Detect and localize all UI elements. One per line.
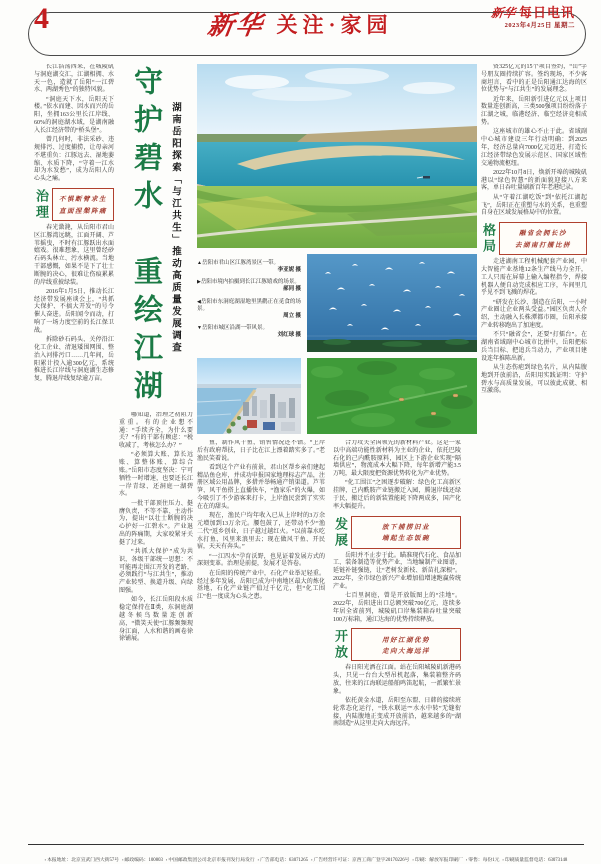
main-headline: 守护碧水 重绘江湖 <box>130 66 162 408</box>
body-paragraph: 在岳阳的传统产业中，石化产业举足轻重。经过多年发展，岳阳已成为中南地区最大的炼化基地，石化产业链产值过千亿元，但“化工围江”也一度成为心头之患。 <box>197 570 325 601</box>
body-paragraph: “一江四水”孕育沃野，也见证着发展方式的深刻变革。治理是前提，发展才是答卷。 <box>197 553 325 568</box>
body-paragraph: 春光潋滟，从岳阳市君山区江豚湾远眺，江面开阔、芦苇摇曳，不时有江豚跃出水面嬉戏。很难想象，这里曾经砂石码头林立、污水横流。当地干部感慨，如果不是下了壮士断腕的决心，很难让伤痕累累的岸线重披绿装。 <box>34 224 114 286</box>
footer-item: ▪ 中国邮政集团公司北京市报刊发行局发行 <box>166 858 255 863</box>
body-paragraph: 鱼，制作风干鱼，销售情况还不错。“上岸后有政府帮扶，日子比在江上漂着踏实多了。”老渔民笑着说。 <box>197 440 325 462</box>
river-bend-illustration <box>197 64 477 248</box>
section-label: 格局 <box>481 223 496 256</box>
section-label: 发展 <box>333 516 348 549</box>
body-paragraph: 长江浩荡西来，在城陵矶与洞庭湖交汇，江湖相拥、水天一色，造就了岳阳“一江碧水、两湖秀色”的独特风貌。 <box>34 64 114 94</box>
section-label: 开放 <box>333 629 348 662</box>
body-paragraph: 合力攻关全国领先的新材料产业。这是一家以中高端功能性新材料为主业的企业，依托巴陵石化的己内酰胺原料，园区上下游企业实现“隔墙供应”，物流成本大幅下降，每年新增产能3.5万吨，最大限度把资源优势转化为产业优势。 <box>333 440 461 478</box>
footer-info-line <box>28 848 584 864</box>
pull-quote-box: 放下捕捞旧业 端起生态饭碗 <box>351 516 461 549</box>
body-paragraph: 岳阳并不止步于此。瞄准现代石化、食品加工、装备制造等优势产业，当地编制产业图谱，延链补链强链，让“老树发新枝、新苗扎深根”。2022年，全市绿色新兴产业增加值增速跑赢传统产业。 <box>333 552 461 590</box>
body-paragraph: “研发在长沙、制造在岳阳，一小时产业圈让企业两头受益。”园区负责人介绍，主动融入长株潭都市圈，岳阳承接产业转移跑出了加速度。 <box>481 299 587 330</box>
pull-quote-box: 融省会拥长沙 去湖南打擂比拼 <box>499 222 587 255</box>
wetland-photo <box>307 358 477 434</box>
footer-item: ▪ 广告经营许可证：京西工商广登字20170226号 <box>311 858 409 863</box>
section-marker-governance <box>34 188 114 221</box>
body-paragraph: “洞庭天下水，岳阳天下楼。”依水而建、因水而兴的岳阳，坐拥163公里长江岸线、60%的洞庭湖水域，是湖南融入长江经济带的“桥头堡”。 <box>34 96 114 134</box>
body-paragraph: 哪知道，治理之初阻力重重。有的企业想不通：“手续齐全，为什么要关？”有的干部有顾虑：“税收减了，考核怎么办？” <box>119 412 193 450</box>
body-paragraph: 春日阳光洒在江面。站在岳阳城陵矶新港码头，只见一台台大型吊机起落，集装箱整齐码放，往来的江海联运船舶鸣笛起航，一派繁忙景象。 <box>333 665 461 695</box>
page-number: 4 <box>34 2 49 35</box>
body-paragraph: 这座城市的雄心不止于此。省域副中心城市建设三年行动明确：到2025年，经济总量向7000亿元迈进，打造长江经济带绿色发展示范区、国家区域性交通物流枢纽。 <box>481 129 587 167</box>
photo-caption: ▼岳阳市城区沿湖一带风景。 刘红球 摄 <box>197 325 301 338</box>
photo-credit: 刘红球 摄 <box>277 332 301 338</box>
footer-item: ▪ 本报地址：北京宣武门西大街57号 <box>45 858 119 863</box>
pull-quote-box: 用好江湖优势 走向大海远洋 <box>351 628 461 661</box>
masthead-right <box>491 4 575 30</box>
body-paragraph: 如今，长江岳阳段水质稳定保持在Ⅱ类，东洞庭湖越冬候鸟数量连创新高，“微笑天使”江豚频频现身江面，人水和谐的画卷徐徐铺展。 <box>119 597 193 643</box>
city-shoreline-photo <box>197 358 301 434</box>
footer-item: ▪ 印刷：解放军报印刷厂 <box>412 858 462 863</box>
body-paragraph: “化工围江”之困逐步破解：绿色化工高新区挂牌，己内酰胺产业链搬迁入园，腾退岸线还绿于民，搬迁后的新装置能耗下降两成多，国产化率大幅提升。 <box>333 480 461 510</box>
left-arrow-icon: ◀ <box>197 299 201 305</box>
section-label: 治理 <box>34 188 49 221</box>
section-title: 关注·家园 <box>276 12 393 37</box>
section-marker-opening <box>333 628 461 661</box>
sub-headline: 湖南岳阳探索「与江共生」推动高质量发展调查 <box>170 102 180 354</box>
text-column-second <box>119 412 193 840</box>
body-paragraph: 2016年1月5日，推动长江经济带发展座谈会上，“共抓大保护、不搞大开发”的号令催人奋进。岳阳闻令而动，打响了一场力度空前的长江保卫战。 <box>34 288 114 334</box>
body-paragraph: 从“守着江湖吃饭”到“依托江湖起飞”，岳阳正在重塑与水的关系，也重塑自身在区域发展格局中的位置。 <box>481 194 587 217</box>
city-illustration <box>197 358 301 434</box>
body-paragraph: 从生态伤疤到绿色名片，从内陆腹地到开放前沿，岳阳用实践证明：守护碧水与高质量发展，可以彼此成就、相互激荡。 <box>481 365 587 395</box>
body-paragraph: 一批干部顶住压力、挺膺负责，不等不靠、主动作为，提出“以壮士断腕的决心护好一江碧水”。产业退出的阵痛期，大家咬紧牙关挺了过来。 <box>119 500 193 546</box>
body-paragraph: 拆除砂石码头、关停沿江化工企业、清退矮围网围、整治入河排污口……几年间，岳阳累计投入逾300亿元，系统推进长江岸线与洞庭湖生态修复，腾退岸线复绿逾万亩。 <box>34 337 114 383</box>
photo-credit: 周立 摄 <box>283 312 301 319</box>
egrets-illustration <box>307 254 477 352</box>
body-paragraph: 资325亿元的15个项目签约，“岳”字号朋友圈持续扩容。签约现场，不少客商坦言，看中的正是岳阳通江达海的区位优势与“与江共生”的发展理念。 <box>481 64 587 94</box>
text-column-left <box>34 64 114 840</box>
footer-item: ▪ 零售：每份1元 <box>466 858 500 863</box>
body-paragraph: 依托黄金水道，岳阳至东盟、日韩的接续班轮常态化运行，“铁水联运”“水水中转”无缝衔接，内陆腹地正变成开放前沿，越来越多的“湖南制造”从这里走向大海远洋。 <box>333 698 461 728</box>
body-paragraph: 看到这个产业有前景，君山区帮乡亲们建起精品鱼仓库，并成功申报国家地理标志产品，注册区域公用品牌，多措并举畅通产销渠道。芦苇笋、风干鱼搭上直播快车，“渔家乐”的火爆，如今吸引了不少游客来打卡，上岸渔民尝到了实实在在的甜头。 <box>197 464 325 510</box>
photo-caption: ▲岳阳市君山区江豚湾景区一带。 李亚妮 摄 <box>197 259 301 273</box>
body-paragraph: “共抓大保护”成为共识，各级干部统一思想：不可能再走围江开发的老路，必须践行“与江共生”，推动产业转型、换道升级、向绿图强。 <box>119 549 193 595</box>
photo-caption: ▶岳阳市境内拍摄到长江江豚嬉戏的场景。 郝同 摄 <box>197 279 301 292</box>
brand-script: 新华 <box>490 6 517 20</box>
up-arrow-icon: ▲ <box>197 260 202 266</box>
wetland-illustration <box>307 358 477 434</box>
down-arrow-icon: ▼ <box>197 326 202 331</box>
footer-item: ▪ 印刷质量监督电话：63073148 <box>502 858 567 863</box>
photo-captions <box>197 254 301 352</box>
body-paragraph: 不只“融省会”，还要“打擂台”。在湖南省域副中心城市比拼中，岳阳把标兵当目标、把追兵当动力，产业项目建设连年推陈出新。 <box>481 332 587 362</box>
section-marker-development <box>333 516 461 549</box>
footer-divider <box>28 844 584 845</box>
text-column-right <box>481 64 587 840</box>
text-column-middle-left <box>197 440 325 840</box>
body-paragraph: 现在，渔民户均年收入已从上岸时的3万余元增加到13万余元。腰包鼓了，还带动不少“渔二代”返乡创业，日子越过越红火。“以前靠水吃水打鱼，风里来浪里去；现在做风干鱼、开民宿，天天有奔头。” <box>197 513 325 551</box>
footer-item: ▪ 邮政编码：100803 <box>122 858 163 863</box>
body-paragraph: 曾几何时，非法采砂、违规排污、过度捕捞，让母亲河不堪重负：江豚远去、湿地萎缩、水质下降，“守着一江水却为水发愁”，成为岳阳人的心头之痛。 <box>34 137 114 183</box>
text-column-middle-right <box>333 440 461 840</box>
photo-caption: ◀岳阳市东洞庭湖湿地里黑鹳正在觅食的场景。 周立 摄 <box>197 298 301 319</box>
body-paragraph: 近年来，岳阳新引进亿元以上项目数量连创新高，三类500强项目纷纷落子江湖之城，临港经济、临空经济竞相成势。 <box>481 96 587 127</box>
body-paragraph: “必须算大账、算长远账、算整体账、算综合账。”岳阳市态度坚决：宁可牺牲一时增速，也要还长江一岸青绿、还洞庭一湖碧水。 <box>119 452 193 498</box>
photo-credit: 郝同 摄 <box>283 286 301 292</box>
xinhua-logo: 新华 <box>206 11 267 40</box>
body-paragraph: 走进湖南工程机械配套产业园，中大智能产业基地12条生产线马力全开，工人只需在屏幕上输入编程指令，焊接机器人便自动完成相应工序，车间里几乎见不到飞溅的焊花。 <box>481 259 587 297</box>
footer-item: ▪ 广告部电话：63071265 <box>258 858 308 863</box>
brand-name: 每日电讯 <box>518 5 575 20</box>
right-arrow-icon: ▶ <box>197 280 201 285</box>
body-paragraph: 2022年10月8日，焕新开埠的城陵矶港以“绿色智慧”的新面貌迎接八方来客，单日吞吐量刷新百年老港纪录。 <box>481 169 587 192</box>
date-line: 2023年4月25日 星期二 <box>504 22 575 30</box>
section-marker-pattern <box>481 222 587 255</box>
body-paragraph: 七百里洞庭，曾是开放版图上的“洼地”。2022年，岳阳进出口总额突破700亿元，连续多年居全省前列，城陵矶口岸集装箱吞吐量突破100万标箱，通江达海的优势持续释放。 <box>333 593 461 623</box>
river-bend-photo <box>197 64 477 248</box>
photo-credit: 李亚妮 摄 <box>277 266 301 273</box>
egrets-photo <box>307 254 477 352</box>
pull-quote-box: 不惧断臂求生 直面涅槃阵痛 <box>52 188 114 221</box>
